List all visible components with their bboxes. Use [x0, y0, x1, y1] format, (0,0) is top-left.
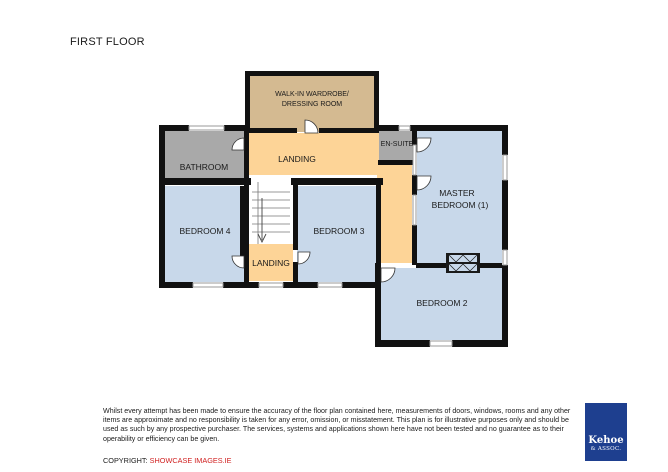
master-bedroom-label-2: BEDROOM (1) [431, 200, 489, 210]
copyright-line [103, 456, 232, 465]
bedroom-2-label: BEDROOM 2 [416, 298, 468, 308]
bedroom-4-label: BEDROOM 4 [179, 226, 231, 236]
wardrobe-unit [446, 253, 480, 273]
master-bedroom-room [417, 131, 502, 266]
bedroom-3-label: BEDROOM 3 [313, 226, 365, 236]
dressing-room-label: DRESSING ROOM [281, 101, 343, 108]
floor-title: FIRST FLOOR [70, 36, 145, 48]
disclaimer-text: Whilst every attempt has been made to ensure the accuracy of the floor plan contained here, measurements of doors, windows, rooms and any other items are approximate and no responsibility is taken for any error, omission, or misstatement. This plan is for illustrative purposes only and should be used as such by any prospective purchaser. The services, systems and applications shown here have not been tested and no guarantee as to their operability or efficiency can be given. [103, 407, 571, 443]
landing-upper-label: LANDING [278, 154, 316, 164]
brand-logo [585, 403, 627, 461]
bathroom-label: BATHROOM [179, 162, 229, 172]
copyright-label: COPYRIGHT: [103, 456, 148, 465]
logo-sub: & ASSOC. [590, 446, 622, 452]
stairwell [249, 182, 293, 244]
copyright-owner: SHOWCASE IMAGES.IE [149, 456, 232, 465]
wardrobe-label: WALK-IN WARDROBE/ [275, 91, 349, 98]
logo-name: Kehoe [588, 435, 624, 446]
master-bedroom-label: MASTER [439, 188, 475, 198]
en-suite-label: EN-SUITE [380, 141, 414, 148]
landing-lower-label: LANDING [252, 258, 290, 268]
